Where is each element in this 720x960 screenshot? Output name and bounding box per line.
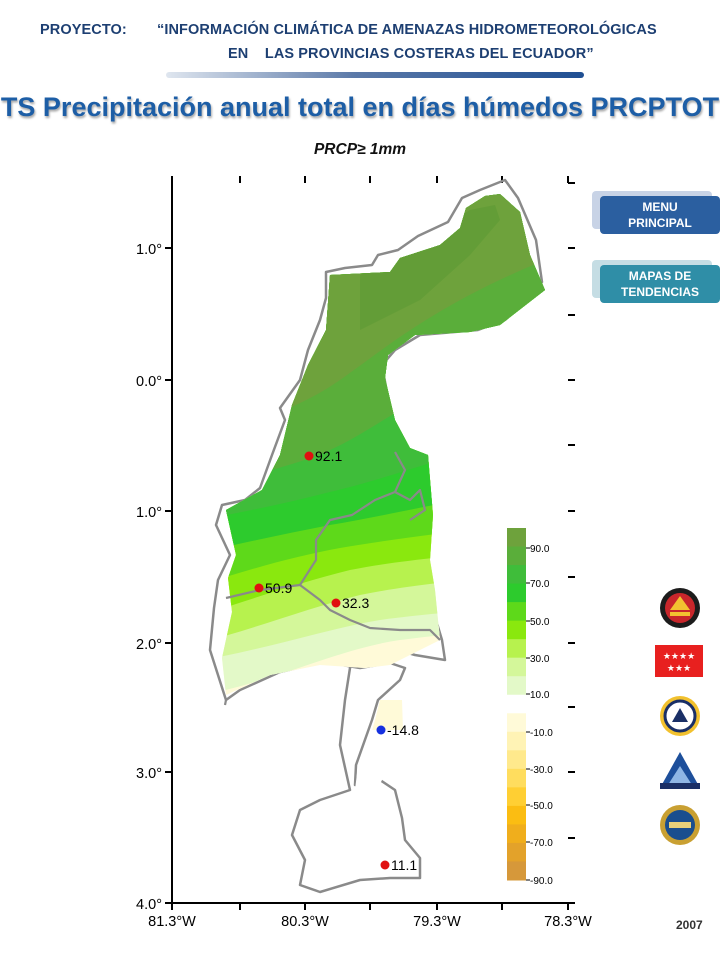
lon-label: 80.3°W [281, 914, 329, 930]
station-value: 50.9 [265, 580, 293, 596]
logo-armada-icon [660, 588, 700, 628]
lat-label: 4.0° [136, 897, 162, 913]
logo-circle-emblem-icon [660, 696, 700, 736]
lat-label: 3.0° [136, 766, 162, 782]
legend-label: 30.0 [530, 654, 550, 665]
legend-swatch [507, 565, 526, 584]
legend-swatch [507, 861, 526, 880]
svg-text:★★★: ★★★ [666, 663, 692, 673]
legend-label: -10.0 [530, 728, 553, 739]
legend-label: 90.0 [530, 544, 550, 555]
station-value: 32.3 [342, 595, 370, 611]
legend-swatch [507, 695, 526, 714]
legend-swatch [507, 528, 526, 547]
svg-text:★★★★: ★★★★ [662, 651, 696, 661]
logo-inamhi-icon [660, 752, 700, 789]
legend-swatch [507, 769, 526, 788]
legend-swatch [507, 750, 526, 769]
menu-button-line2: PRINCIPAL [628, 216, 692, 230]
year-label: 2007 [676, 918, 703, 932]
legend-label: -30.0 [530, 765, 553, 776]
color-legend [507, 528, 530, 881]
legend-label: -90.0 [530, 876, 553, 887]
lat-label: 1.0° [136, 505, 162, 521]
legend-label: -50.0 [530, 801, 553, 812]
lon-label: 78.3°W [544, 914, 592, 930]
legend-swatch [507, 584, 526, 603]
legend-label: 70.0 [530, 579, 550, 590]
legend-swatch [507, 787, 526, 806]
legend-swatch [507, 639, 526, 658]
lat-label: 2.0° [136, 637, 162, 653]
legend-swatch [507, 547, 526, 566]
legend-label: 50.0 [530, 617, 550, 628]
legend-label: 10.0 [530, 690, 550, 701]
legend-label: -70.0 [530, 838, 553, 849]
station-value: -14.8 [387, 722, 419, 738]
legend-swatch [507, 676, 526, 695]
project-title-line1: “INFORMACIÓN CLIMÁTICA DE AMENAZAS HIDROMETEOROLÓGICAS [157, 22, 657, 38]
lat-label: 1.0° [136, 242, 162, 258]
lon-label: 81.3°W [148, 914, 196, 930]
page-title: TS Precipitación anual total en días húmedos PRCPTOT [0, 92, 720, 122]
trends-button-line2: TENDENCIAS [620, 285, 699, 299]
lat-label: 0.0° [136, 374, 162, 390]
station-value: 11.1 [391, 857, 418, 873]
legend-swatch [507, 732, 526, 751]
legend-swatch [507, 806, 526, 825]
logo-seal-icon [660, 805, 700, 845]
lon-label: 79.3°W [413, 914, 461, 930]
trends-button-line1: MAPAS DE [628, 269, 692, 283]
legend-swatch [507, 621, 526, 640]
logo-stars-flag-icon [655, 645, 703, 677]
project-title-line2: EN LAS PROVINCIAS COSTERAS DEL ECUADOR” [228, 46, 594, 62]
legend-swatch [507, 658, 526, 677]
legend-swatch [507, 602, 526, 621]
legend-swatch [507, 713, 526, 732]
legend-swatch [507, 824, 526, 843]
project-label: PROYECTO: [40, 22, 127, 38]
map-subtitle: PRCP≥ 1mm [313, 141, 407, 158]
legend-swatch [507, 843, 526, 862]
station-value: 92.1 [315, 448, 343, 464]
menu-button-line1: MENU [642, 200, 678, 214]
station-marker [381, 857, 418, 873]
